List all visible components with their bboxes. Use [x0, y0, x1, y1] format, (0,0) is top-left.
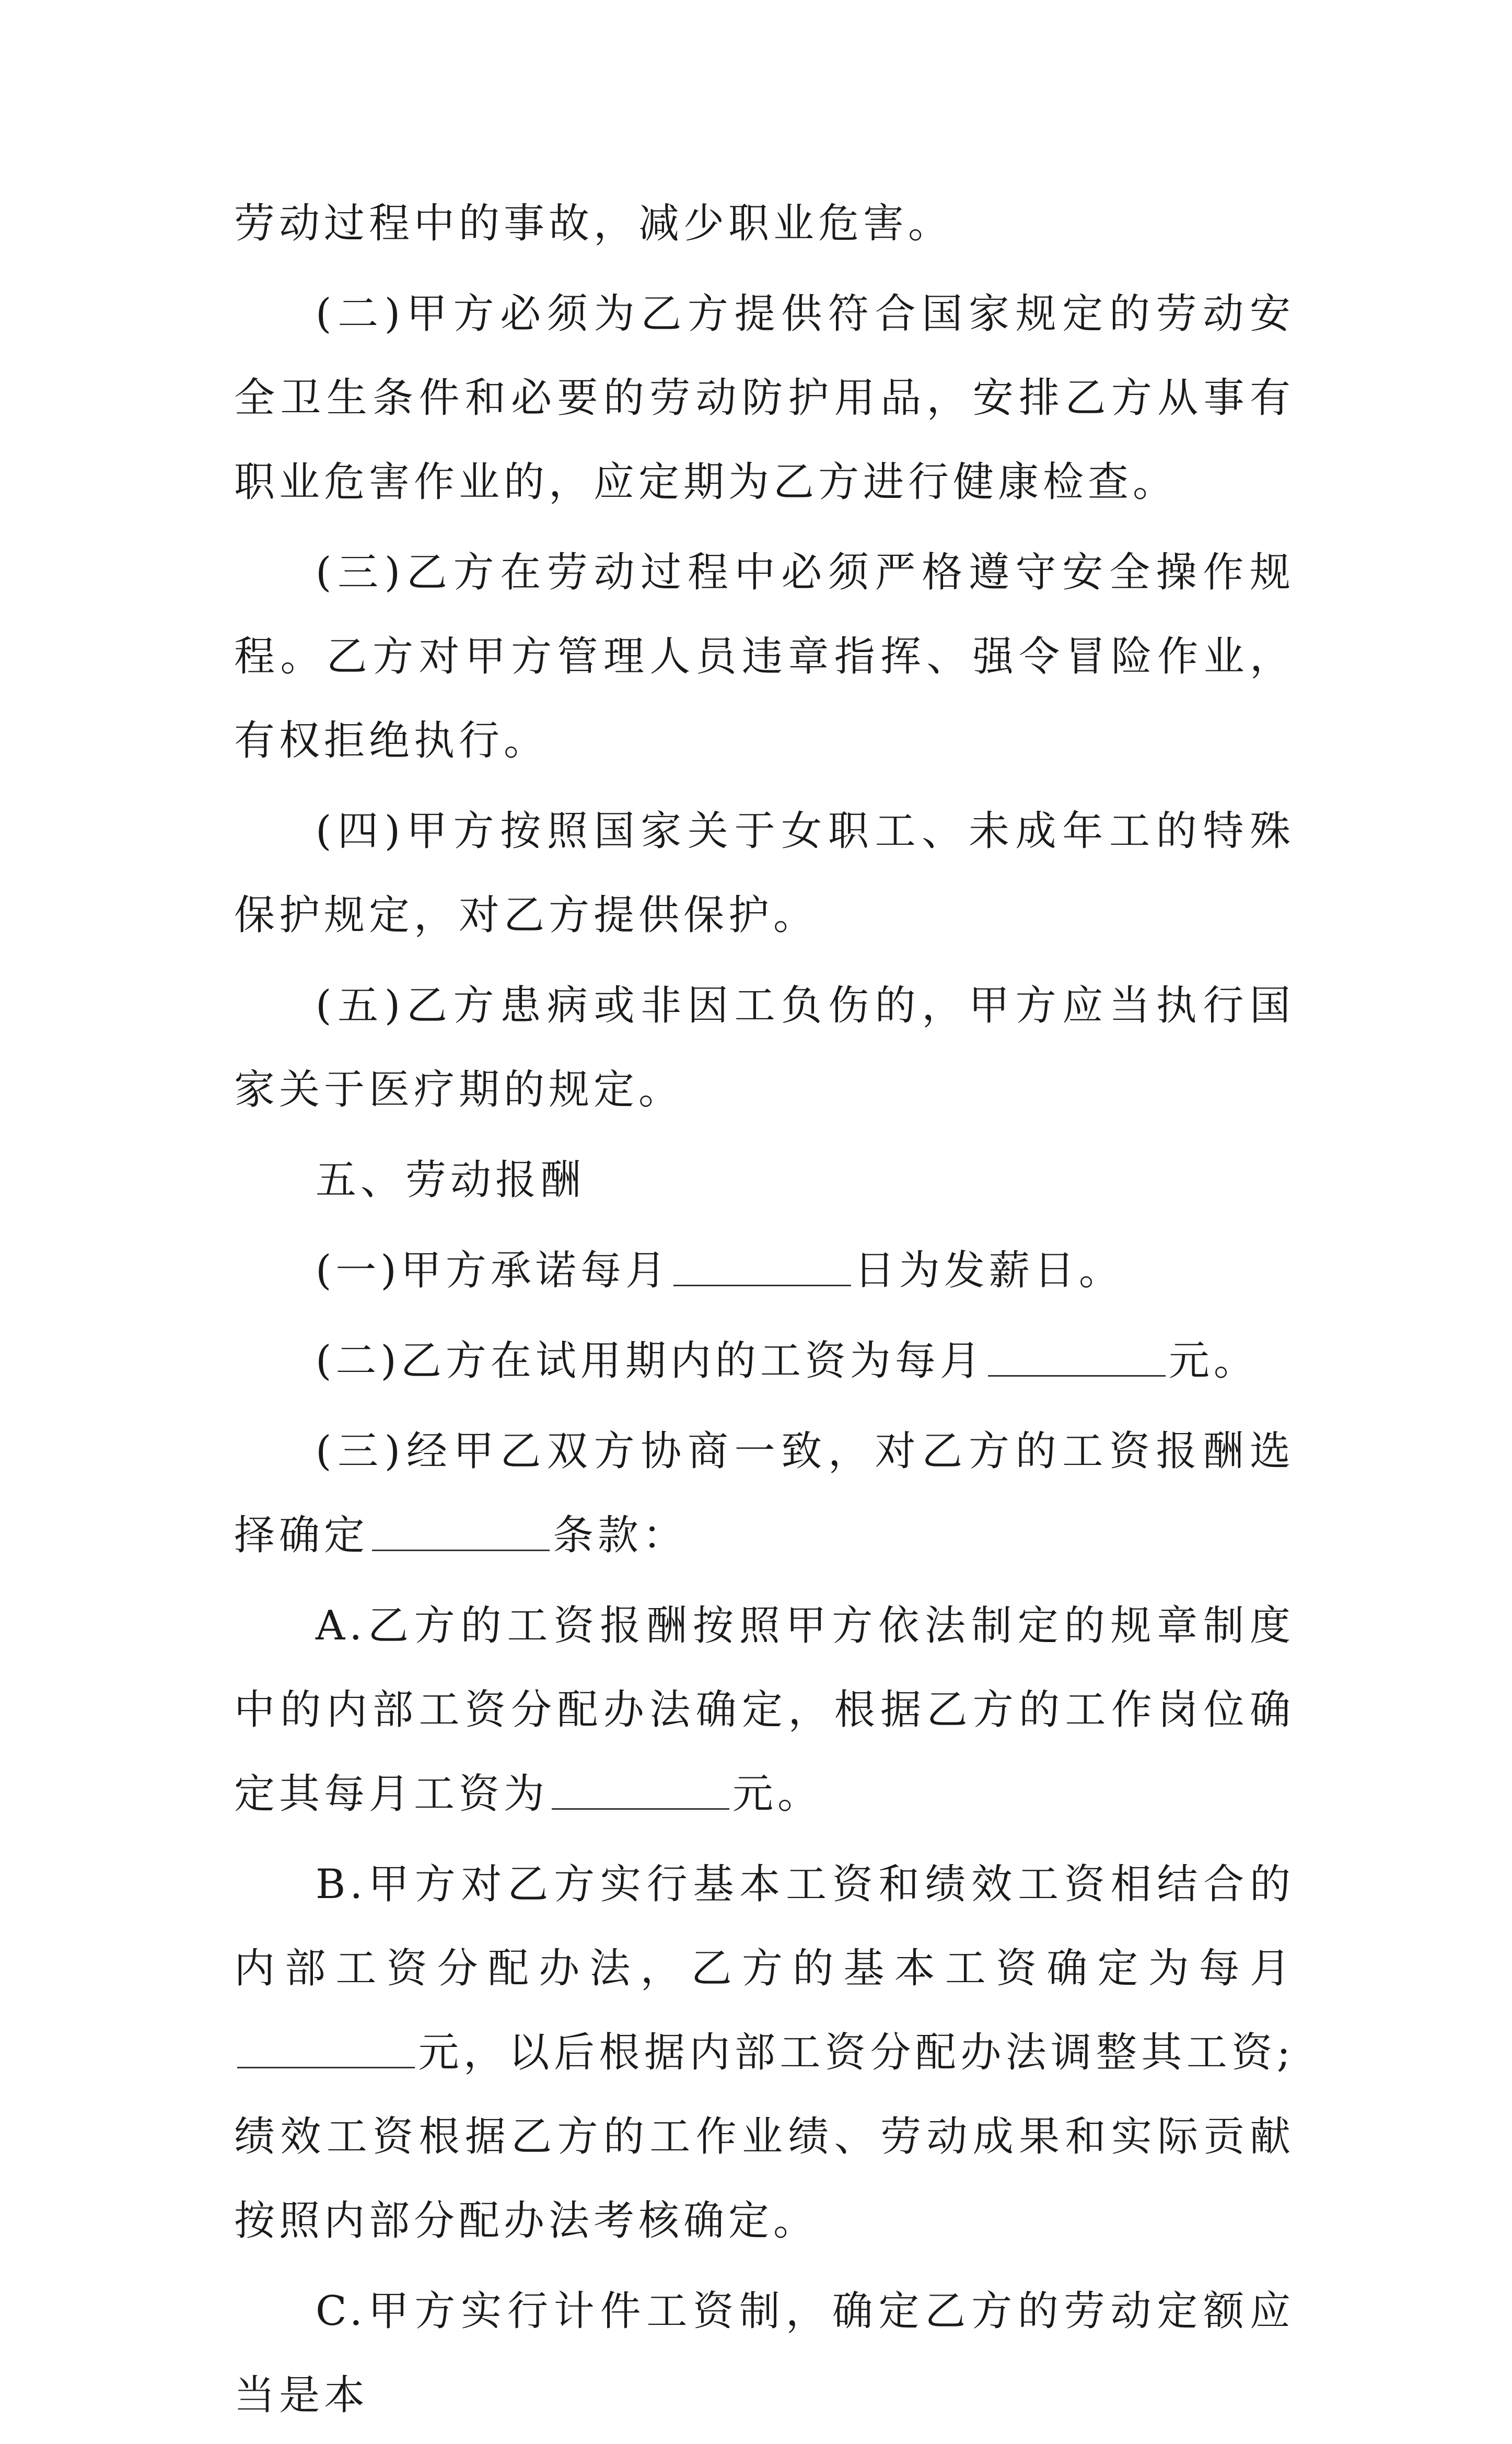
paragraph-p3: [234, 531, 1295, 783]
paragraph-p5: [234, 964, 1295, 1132]
paragraph-text: 元，以后根据内部工资分配办法调整其工资;绩效工资根据乙方的工作业绩、劳动成果和实际贡献按照内部分配办法考核确定。: [234, 2029, 1295, 2244]
paragraph-text: 五、劳动报酬: [316, 1157, 586, 1204]
paragraph-text: 元。: [732, 1771, 823, 1818]
fill-in-blank-line: [552, 1772, 729, 1810]
paragraph-p12: [234, 2270, 1295, 2438]
paragraph-p4: [234, 789, 1295, 958]
paragraph-text: (二)乙方在试用期内的工资为每月: [316, 1337, 985, 1384]
paragraph-p10: [234, 1584, 1295, 1836]
paragraph-p8: [234, 1319, 1295, 1403]
paragraph-text: 元。: [1168, 1337, 1259, 1384]
paragraph-text: (三)经甲乙双方协商一致，对乙方的工资报酬选择确定: [234, 1428, 1295, 1559]
paragraph-text: 日为发薪日。: [854, 1247, 1124, 1294]
paragraph-p2: [234, 272, 1295, 525]
fill-in-blank-line: [988, 1339, 1166, 1377]
paragraph-text: C.甲方实行计件工资制，确定乙方的劳动定额应当是本: [234, 2288, 1295, 2419]
document-body: [234, 182, 1295, 2444]
fill-in-blank-line: [372, 1513, 550, 1551]
paragraph-text: (三)乙方在劳动过程中必须严格遵守安全操作规程。乙方对甲方管理人员违章指挥、强令冒险作业，有权拒绝执行。: [234, 549, 1295, 764]
paragraph-p7: [234, 1229, 1295, 1313]
paragraph-text: B.甲方对乙方实行基本工资和绩效工资相结合的内部工资分配办法，乙方的基本工资确定为每月: [234, 1861, 1295, 1992]
fill-in-blank-line: [673, 1248, 851, 1286]
paragraph-text: (二)甲方必须为乙方提供符合国家规定的劳动安全卫生条件和必要的劳动防护用品，安排乙方从事有职业危害作业的，应定期为乙方进行健康检查。: [234, 290, 1295, 506]
paragraph-text: (五)乙方患病或非因工负伤的，甲方应当执行国家关于医疗期的规定。: [234, 982, 1295, 1113]
paragraph-p1: [234, 182, 1295, 266]
paragraph-text: A.乙方的工资报酬按照甲方依法制定的规章制度中的内部工资分配办法确定，根据乙方的工作岗位确定其每月工资为: [234, 1602, 1295, 1818]
paragraph-text: (一)甲方承诺每月: [316, 1247, 670, 1294]
paragraph-p11: [234, 1843, 1295, 2263]
paragraph-text: (四)甲方按照国家关于女职工、未成年工的特殊保护规定，对乙方提供保护。: [234, 808, 1295, 939]
paragraph-p9: [234, 1410, 1295, 1578]
paragraph-p6: [234, 1138, 1295, 1223]
paragraph-text: 劳动过程中的事故，减少职业危害。: [234, 200, 953, 247]
paragraph-text: 条款：: [553, 1512, 688, 1559]
fill-in-blank-line: [237, 2030, 415, 2068]
